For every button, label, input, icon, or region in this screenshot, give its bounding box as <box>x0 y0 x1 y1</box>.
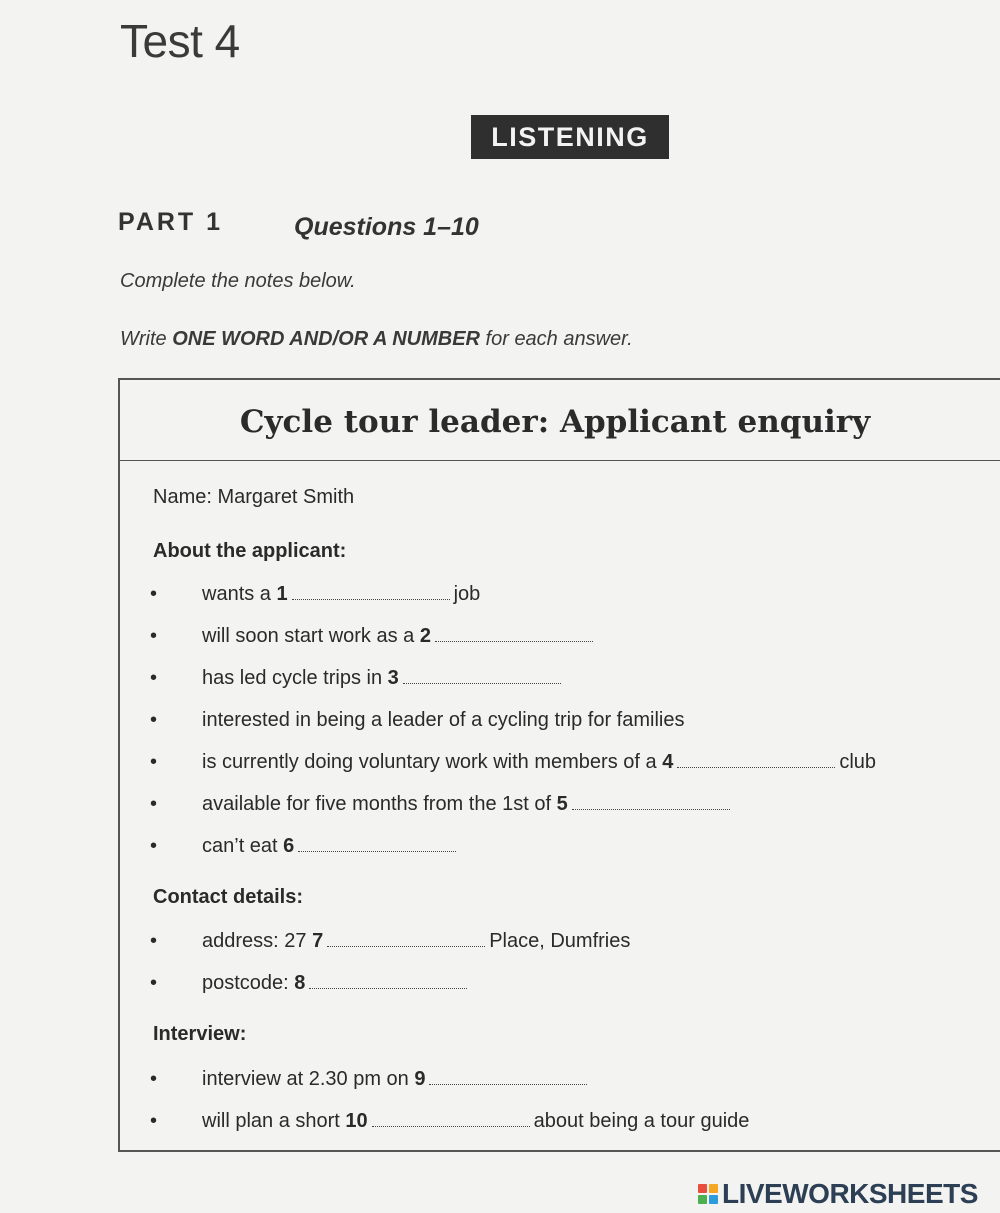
note-text <box>202 583 480 606</box>
note-text-post: club <box>839 751 877 773</box>
contact-heading: Contact details: <box>153 886 304 908</box>
question-number: 1 <box>276 583 288 605</box>
bullet-icon: • <box>150 667 158 689</box>
answer-blank[interactable] <box>429 1070 587 1085</box>
bullet-icon: • <box>150 625 158 647</box>
note-text <box>202 625 597 648</box>
part-label: PART 1 <box>118 208 224 236</box>
note-text-pre: will plan a short <box>202 1110 346 1132</box>
bullet-icon: • <box>150 751 158 773</box>
answer-blank[interactable] <box>372 1112 530 1127</box>
note-text <box>202 709 684 732</box>
answer-blank[interactable] <box>572 795 730 810</box>
note-text <box>202 835 460 858</box>
bullet-icon: • <box>150 709 158 731</box>
question-number: 9 <box>414 1068 426 1090</box>
note-text-pre: postcode: <box>202 972 295 994</box>
about-heading: About the applicant: <box>153 540 347 562</box>
name-line: Name: Margaret Smith <box>153 486 355 508</box>
note-text <box>202 751 876 774</box>
logo-square <box>709 1184 718 1193</box>
instruction-pre: Write <box>120 328 173 350</box>
notes-box <box>118 378 1000 1152</box>
question-number: 10 <box>345 1110 368 1132</box>
note-text-pre: interested in being a leader of a cycling trip for families <box>202 709 685 731</box>
logo-square <box>698 1184 707 1193</box>
answer-blank[interactable] <box>292 585 450 600</box>
answer-blank[interactable] <box>298 837 456 852</box>
answer-blank[interactable] <box>403 669 561 684</box>
note-text-post: about being a tour guide <box>533 1110 750 1132</box>
note-text <box>202 1110 749 1133</box>
note-text-pre: has led cycle trips in <box>202 667 388 689</box>
interview-heading: Interview: <box>153 1023 247 1045</box>
question-number: 5 <box>556 793 568 815</box>
answer-blank[interactable] <box>309 974 467 989</box>
note-text-pre: interview at 2.30 pm on <box>202 1068 415 1090</box>
title-divider <box>120 460 1000 461</box>
note-text <box>202 793 734 816</box>
bullet-icon: • <box>150 930 158 952</box>
note-text-pre: will soon start work as a <box>202 625 420 647</box>
logo-square <box>709 1195 718 1204</box>
question-number: 8 <box>294 972 306 994</box>
question-number: 7 <box>312 930 324 952</box>
instruction-post: for each answer. <box>479 328 633 350</box>
note-text-pre: wants a <box>202 583 277 605</box>
instruction-limit: ONE WORD AND/OR A NUMBER <box>172 328 480 350</box>
test-title: Test 4 <box>120 15 240 67</box>
bullet-icon: • <box>150 1110 158 1132</box>
bullet-icon: • <box>150 972 158 994</box>
question-number: 4 <box>662 751 674 773</box>
bullet-icon: • <box>150 835 158 857</box>
answer-blank[interactable] <box>435 627 593 642</box>
note-text <box>202 930 630 953</box>
note-text-pre: is currently doing voluntary work with members of a <box>202 751 663 773</box>
instruction-word-limit <box>120 328 633 351</box>
note-text <box>202 1068 591 1091</box>
note-text <box>202 667 565 690</box>
question-number: 2 <box>419 625 431 647</box>
logo-square <box>698 1195 707 1204</box>
note-text-pre: can’t eat <box>202 835 284 857</box>
form-title: Cycle tour leader: Applicant enquiry <box>239 404 871 440</box>
section-banner: LISTENING <box>471 115 669 159</box>
question-number: 3 <box>387 667 399 689</box>
note-text-pre: address: 27 <box>202 930 313 952</box>
note-text-post: job <box>453 583 481 605</box>
note-text <box>202 972 471 995</box>
logo-text: LIVEWORKSHEETS <box>722 1178 978 1209</box>
liveworksheets-logo <box>698 1176 978 1212</box>
answer-blank[interactable] <box>327 932 485 947</box>
question-number: 6 <box>283 835 295 857</box>
bullet-icon: • <box>150 1068 158 1090</box>
questions-label: Questions 1–10 <box>294 213 479 241</box>
note-text-post: Place, Dumfries <box>489 930 631 952</box>
bullet-icon: • <box>150 793 158 815</box>
logo-mark-icon <box>698 1184 718 1204</box>
note-text-pre: available for five months from the 1st of <box>202 793 557 815</box>
instruction-complete: Complete the notes below. <box>120 270 356 292</box>
answer-blank[interactable] <box>677 753 835 768</box>
bullet-icon: • <box>150 583 158 605</box>
